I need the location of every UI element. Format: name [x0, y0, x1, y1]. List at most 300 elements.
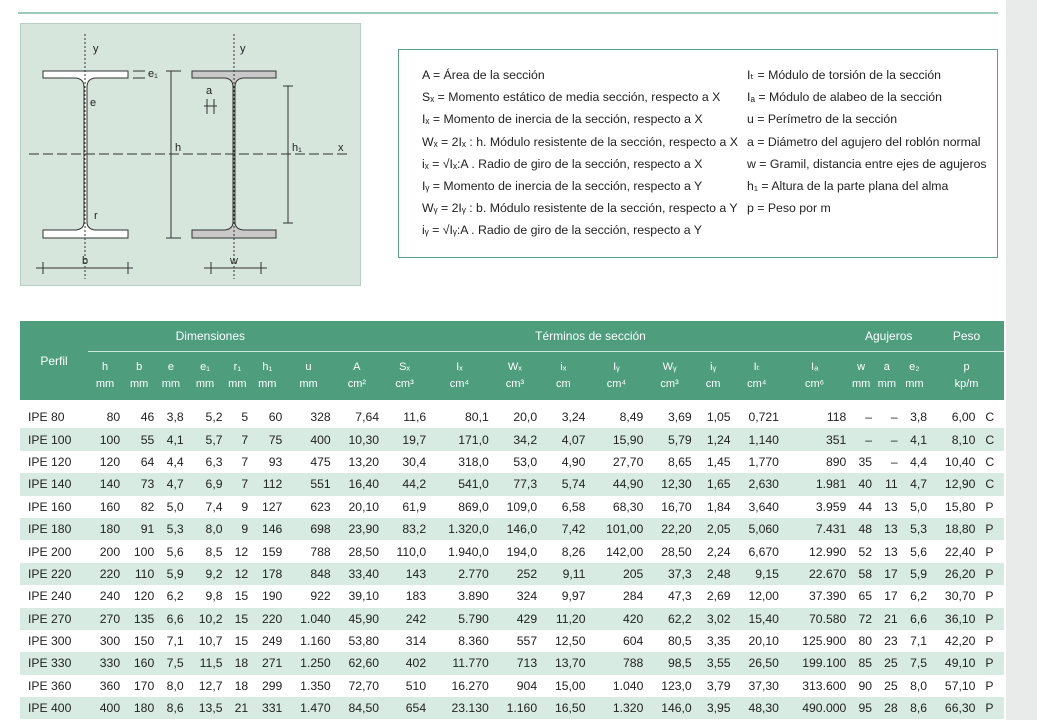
table-cell: 194,0	[506, 544, 538, 559]
column-symbol: Iₓ	[456, 361, 463, 373]
legend-symbol: Iₐ =	[747, 90, 766, 105]
table-cell: 1,45	[706, 454, 731, 469]
table-cell: 37,3	[645, 563, 693, 585]
table-cell: 44	[858, 499, 872, 514]
table-cell: 4,1	[900, 428, 929, 450]
label-a: a	[206, 85, 213, 97]
table-cell: 541,0	[428, 473, 491, 495]
table-cell: 100	[133, 544, 155, 559]
table-cell: 66,30	[929, 697, 977, 719]
table-cell: 16,40	[333, 473, 381, 495]
table-cell: 922	[310, 589, 331, 604]
table-cell: 6,6	[156, 608, 185, 630]
column-header	[284, 352, 332, 401]
table-cell: 28,50	[348, 544, 380, 559]
table-cell: 6,3	[205, 454, 223, 469]
table-cell: 7.431	[781, 518, 848, 540]
table-cell: 125.900	[802, 634, 847, 649]
table-cell: 7,5	[156, 652, 185, 674]
legend-text: Área de la sección	[443, 68, 545, 82]
table-cell: 83,2	[381, 518, 428, 540]
column-header	[694, 352, 733, 401]
table-cell: 20,10	[348, 499, 380, 514]
table-cell: P	[985, 499, 994, 514]
profile-cell: IPE 220	[20, 563, 88, 585]
table-row	[20, 518, 1004, 540]
table-cell: 220	[88, 563, 122, 585]
table-cell: 12,7	[198, 678, 223, 693]
legend-symbol: iₓ =	[422, 156, 440, 171]
table-cell: 48,30	[733, 697, 781, 719]
table-cell: C	[977, 473, 1004, 495]
legend-symbol: Iₜ =	[747, 68, 765, 82]
table-cell: 53,80	[348, 634, 380, 649]
label-y-right: y	[240, 43, 246, 55]
table-cell: 120	[133, 589, 155, 604]
table-cell: 180	[88, 518, 122, 540]
table-cell: C	[977, 428, 1004, 450]
profile-cell: IPE 180	[20, 518, 88, 540]
legend-text: Peso por m	[767, 201, 831, 216]
table-cell: 1,84	[706, 499, 731, 514]
table-cell: 2,69	[706, 589, 731, 604]
table-cell: 16.270	[451, 678, 489, 693]
table-cell: 475	[310, 454, 331, 469]
column-header	[381, 352, 428, 401]
column-symbol: w	[857, 361, 866, 373]
table-cell: 2,48	[694, 563, 733, 585]
column-unit: mm	[258, 378, 277, 390]
label-y-left: y	[93, 43, 99, 55]
column-header	[250, 352, 284, 401]
table-cell: 3,8	[166, 410, 184, 425]
legend-item	[747, 64, 987, 86]
table-cell: 15,80	[944, 499, 976, 514]
table-cell: 146,0	[645, 697, 693, 719]
table-cell: P	[985, 678, 994, 693]
table-cell: 13,70	[539, 652, 587, 674]
table-cell: 313.600	[802, 678, 847, 693]
table-cell: 7,64	[355, 410, 380, 425]
table-cell: 23	[884, 634, 898, 649]
table-cell: 140	[88, 473, 122, 495]
column-unit: mm	[851, 378, 871, 390]
label-x: x	[338, 142, 344, 154]
table-cell: 90	[858, 678, 872, 693]
column-symbol: h	[102, 361, 109, 373]
table-cell: 557	[516, 634, 538, 649]
table-cell: 3,55	[694, 652, 733, 674]
table-row	[20, 652, 1004, 674]
legend-text: Gramil, distancia entre ejes de agujeros	[769, 156, 987, 171]
table-cell: 21	[225, 697, 251, 719]
column-symbol: h₁	[262, 361, 273, 373]
legend-text: √Iₓ:A . Radio de giro de la sección, respecto a X	[442, 156, 703, 171]
legend-text: Perímetro de la sección	[767, 112, 898, 127]
label-e1: e₁	[148, 68, 158, 80]
legend-item	[747, 108, 987, 130]
table-cell: 284	[623, 589, 644, 604]
legend-symbol: A =	[422, 68, 441, 82]
table-cell: 205	[587, 563, 645, 585]
table-cell: 7	[225, 473, 251, 495]
column-unit: mm	[905, 378, 924, 390]
table-cell: 61,9	[402, 499, 427, 514]
table-cell: 5,74	[539, 473, 587, 495]
table-cell: 623	[310, 499, 331, 514]
table-cell: 34,2	[491, 428, 539, 450]
table-cell: 44,90	[587, 473, 645, 495]
column-unit: cm	[705, 378, 721, 390]
table-cell: 318,0	[458, 454, 489, 469]
table-cell: P	[977, 608, 1004, 630]
table-cell: 22,40	[944, 544, 976, 559]
table-cell: 95	[848, 697, 874, 719]
table-cell: 15,90	[587, 428, 645, 450]
table-cell: 77,3	[491, 473, 539, 495]
table-row	[20, 608, 1004, 630]
legend-item	[422, 153, 738, 175]
table-cell: 91	[122, 518, 156, 540]
column-symbol: Iₐ	[811, 361, 819, 373]
table-cell: 190	[261, 589, 283, 604]
table-cell: 604	[623, 634, 644, 649]
legend-item	[422, 219, 738, 241]
table-cell: 70.580	[781, 608, 848, 630]
table-cell: 17	[874, 563, 900, 585]
table-cell: 4,7	[900, 473, 929, 495]
profile-cell: IPE 80	[28, 410, 65, 425]
table-cell: 35	[858, 454, 872, 469]
column-header	[781, 352, 848, 401]
top-divider	[18, 12, 998, 14]
table-cell: 110,0	[396, 544, 427, 559]
table-cell: 21	[874, 608, 900, 630]
table-cell: 0,721	[748, 410, 779, 425]
profile-cell: IPE 360	[28, 678, 72, 693]
legend-text: Momento de inercia de la sección, respecto a X	[443, 112, 703, 127]
column-symbol: u	[305, 361, 312, 373]
table-cell: 1,65	[694, 473, 733, 495]
header-group-dimensiones: Dimensiones	[88, 321, 333, 352]
column-header	[929, 352, 1004, 401]
table-cell: 47,3	[667, 589, 692, 604]
table-cell: 5,9	[900, 563, 929, 585]
column-header	[900, 352, 929, 401]
table-cell: 8,6	[156, 697, 185, 719]
column-unit: cm³	[395, 378, 414, 390]
table-cell: 84,50	[333, 697, 381, 719]
table-cell: 8,65	[667, 454, 692, 469]
column-unit: mm	[130, 378, 149, 390]
table-cell: 3,69	[667, 410, 692, 425]
table-cell: –	[890, 454, 898, 469]
table-cell: 20,10	[748, 634, 779, 649]
table-cell: 240	[99, 589, 121, 604]
legend-item	[747, 153, 987, 175]
table-cell: 20,0	[513, 410, 538, 425]
table-cell: 5,0	[166, 499, 184, 514]
table-cell: –	[874, 428, 900, 450]
table-cell: 98,5	[645, 652, 693, 674]
table-cell: 1.040	[612, 678, 644, 693]
legend-left-column	[422, 64, 738, 242]
table-cell: 33,40	[333, 563, 381, 585]
table-cell: 300	[99, 634, 121, 649]
table-cell: 3,24	[561, 410, 586, 425]
table-cell: 4,7	[156, 473, 185, 495]
table-cell: 3.890	[458, 589, 489, 604]
table-cell: 324	[516, 589, 538, 604]
table-cell: 4,4	[910, 454, 928, 469]
column-symbol: A	[353, 361, 361, 373]
table-cell: 22,20	[645, 518, 693, 540]
table-cell: –	[890, 410, 898, 425]
column-symbol: Wᵧ	[662, 361, 677, 373]
table-cell: 22.670	[781, 563, 848, 585]
table-cell: 11,20	[539, 608, 587, 630]
table-cell: 1.350	[300, 678, 331, 693]
table-cell: 4,07	[539, 428, 587, 450]
table-cell: 4,90	[561, 454, 586, 469]
legend-symbol: Iᵧ =	[422, 179, 440, 194]
column-header	[848, 352, 874, 401]
legend-symbol: p =	[747, 201, 765, 216]
table-cell: 314	[405, 634, 427, 649]
table-cell: 2,630	[733, 473, 781, 495]
table-cell: 18	[234, 678, 249, 693]
label-r: r	[94, 210, 98, 222]
ipe-properties-table	[20, 321, 1004, 719]
table-cell: 39,10	[348, 589, 380, 604]
table-cell: 713	[491, 652, 539, 674]
column-header	[491, 352, 539, 401]
table-cell: 788	[310, 544, 331, 559]
legend-text: Altura de la parte plana del alma	[771, 179, 949, 194]
column-header	[122, 352, 156, 401]
table-row	[20, 540, 1004, 562]
table-cell: 220	[250, 608, 284, 630]
table-cell: 150	[133, 634, 155, 649]
column-header	[333, 352, 381, 401]
table-cell: 490.000	[781, 697, 848, 719]
table-cell: 159	[261, 544, 283, 559]
table-cell: 112	[250, 473, 284, 495]
table-cell: 65	[858, 589, 872, 604]
table-cell: 9	[241, 499, 249, 514]
table-cell: 15,00	[554, 678, 586, 693]
table-cell: 9,2	[186, 563, 225, 585]
table-row	[20, 630, 1004, 652]
table-cell: 30,70	[944, 589, 976, 604]
table-cell: –	[848, 428, 874, 450]
table-cell: 80,1	[465, 410, 489, 425]
table-cell: 123,0	[661, 678, 692, 693]
table-cell: 100	[88, 428, 122, 450]
column-symbol: iᵧ	[710, 361, 717, 373]
table-cell: 26,20	[929, 563, 977, 585]
table-cell: 10,2	[186, 608, 225, 630]
table-cell: 13	[874, 518, 900, 540]
table-cell: 5,6	[910, 544, 928, 559]
table-cell: 44,2	[381, 473, 428, 495]
column-unit: cm	[555, 378, 571, 390]
column-symbol: r₁	[233, 361, 242, 373]
legend-symbol: u =	[747, 112, 765, 127]
table-cell: 5,3	[900, 518, 929, 540]
table-cell: 402	[381, 652, 428, 674]
column-unit: cm⁴	[606, 378, 627, 390]
column-unit: kp/m	[954, 378, 979, 390]
table-cell: 1.250	[284, 652, 332, 674]
table-cell: 80	[106, 410, 121, 425]
profile-cell: IPE 100	[20, 428, 88, 450]
table-cell: 13	[884, 499, 898, 514]
table-cell: 36,10	[929, 608, 977, 630]
legend-symbol: Wᵧ =	[422, 201, 449, 216]
table-cell: 5,9	[156, 563, 185, 585]
table-cell: 127	[261, 499, 283, 514]
label-e: e	[90, 97, 97, 109]
table-cell: 869,0	[458, 499, 489, 514]
table-cell: 1.981	[781, 473, 848, 495]
table-cell: 5	[241, 410, 249, 425]
table-cell: C	[985, 410, 995, 425]
legend-item	[747, 175, 987, 197]
table-cell: 3,8	[910, 410, 928, 425]
table-cell: 400	[88, 697, 122, 719]
table-cell: 23,90	[333, 518, 381, 540]
header-group-peso: Peso	[929, 321, 1004, 352]
label-b: b	[82, 255, 89, 267]
table-cell: 118	[826, 410, 847, 425]
table-cell: C	[985, 454, 995, 469]
table-cell: 10,7	[198, 634, 223, 649]
table-cell: 15,40	[733, 608, 781, 630]
table-cell: 4,4	[166, 454, 184, 469]
table-cell: 5,0	[910, 499, 928, 514]
legend-text: Módulo de torsión de la sección	[768, 68, 942, 82]
table-row	[20, 563, 1004, 585]
legend-right-column	[747, 64, 987, 219]
table-cell: 11,5	[186, 652, 225, 674]
symbols-legend	[398, 49, 998, 258]
table-cell: 6,6	[900, 608, 929, 630]
table-cell: 7,1	[166, 634, 184, 649]
profile-cell: IPE 330	[20, 652, 88, 674]
table-cell: 3,79	[706, 678, 731, 693]
legend-text: Momento estático de media sección, respecto a X	[448, 90, 721, 105]
header-profile: Perfil	[20, 321, 88, 400]
table-cell: 18	[225, 652, 251, 674]
table-cell: 23.130	[428, 697, 491, 719]
table-cell: 10,30	[333, 428, 381, 450]
table-cell: 64	[140, 454, 155, 469]
table-cell: 73	[122, 473, 156, 495]
table-cell: 68,30	[612, 499, 644, 514]
table-cell: 331	[250, 697, 284, 719]
table-cell: P	[977, 518, 1004, 540]
column-header	[88, 352, 122, 401]
column-symbol: b	[136, 361, 143, 373]
table-cell: 429	[491, 608, 539, 630]
table-cell: 12,00	[748, 589, 779, 604]
table-cell: 46	[140, 410, 155, 425]
column-symbol: Iᵧ	[613, 361, 620, 373]
column-unit: cm³	[505, 378, 525, 390]
table-cell: 11.770	[428, 652, 491, 674]
table-cell: 510	[405, 678, 427, 693]
column-symbol: e₂	[909, 361, 920, 373]
table-cell: 30,4	[402, 454, 427, 469]
table-cell: 1,24	[694, 428, 733, 450]
table-cell: 15	[234, 589, 249, 604]
table-cell: 6,2	[910, 589, 928, 604]
table-cell: 80,5	[667, 634, 692, 649]
column-symbol: e₁	[200, 361, 210, 373]
column-symbol: Iₜ	[753, 361, 760, 373]
table-cell: 351	[781, 428, 848, 450]
table-cell: 698	[284, 518, 332, 540]
legend-text: Módulo de alabeo de la sección	[769, 90, 942, 105]
table-row	[20, 585, 1004, 607]
profile-cell: IPE 200	[28, 544, 72, 559]
table-cell: 25	[874, 652, 900, 674]
table-cell: 45,90	[333, 608, 381, 630]
table-cell: 1.160	[491, 697, 539, 719]
table-cell: 252	[491, 563, 539, 585]
table-cell: 183	[405, 589, 427, 604]
table-cell: 10,40	[944, 454, 976, 469]
column-unit: cm⁴	[449, 378, 470, 390]
column-symbol: e	[167, 361, 174, 373]
column-symbol: Wₓ	[507, 361, 522, 373]
table-row	[20, 400, 1004, 428]
legend-item	[747, 131, 987, 153]
column-symbol: p	[963, 361, 970, 373]
header-group-terminos: Términos de sección	[333, 321, 849, 352]
table-cell: 17	[884, 589, 898, 604]
column-unit: mm	[195, 378, 215, 390]
legend-text: 2Iᵧ : b. Módulo resistente de la sección, respecto a Y	[451, 201, 738, 216]
table-cell: P	[977, 697, 1004, 719]
table-cell: 9,11	[539, 563, 587, 585]
table-cell: 5,060	[733, 518, 781, 540]
profile-cell: IPE 160	[28, 499, 72, 514]
table-cell: 12,90	[929, 473, 977, 495]
column-unit: mm	[877, 378, 896, 390]
header-group-agujeros: Agujeros	[848, 321, 929, 352]
table-cell: 360	[99, 678, 121, 693]
table-cell: 57,10	[944, 678, 976, 693]
table-cell: 199.100	[781, 652, 848, 674]
table-cell: 5,3	[156, 518, 185, 540]
table-cell: 299	[261, 678, 283, 693]
table-cell: 8,0	[186, 518, 225, 540]
table-cell: 28	[874, 697, 900, 719]
column-header	[587, 352, 645, 401]
profile-cell: IPE 400	[20, 697, 88, 719]
table-cell: 328	[310, 410, 331, 425]
table-cell: 12	[225, 563, 251, 585]
table-cell: 5,7	[186, 428, 225, 450]
table-row	[20, 496, 1004, 518]
table-cell: 3.959	[815, 499, 847, 514]
ipe-section-diagram	[20, 23, 361, 286]
legend-symbol: Iₓ =	[422, 112, 441, 127]
table-cell: 37,30	[748, 678, 779, 693]
table-cell: 18,80	[929, 518, 977, 540]
